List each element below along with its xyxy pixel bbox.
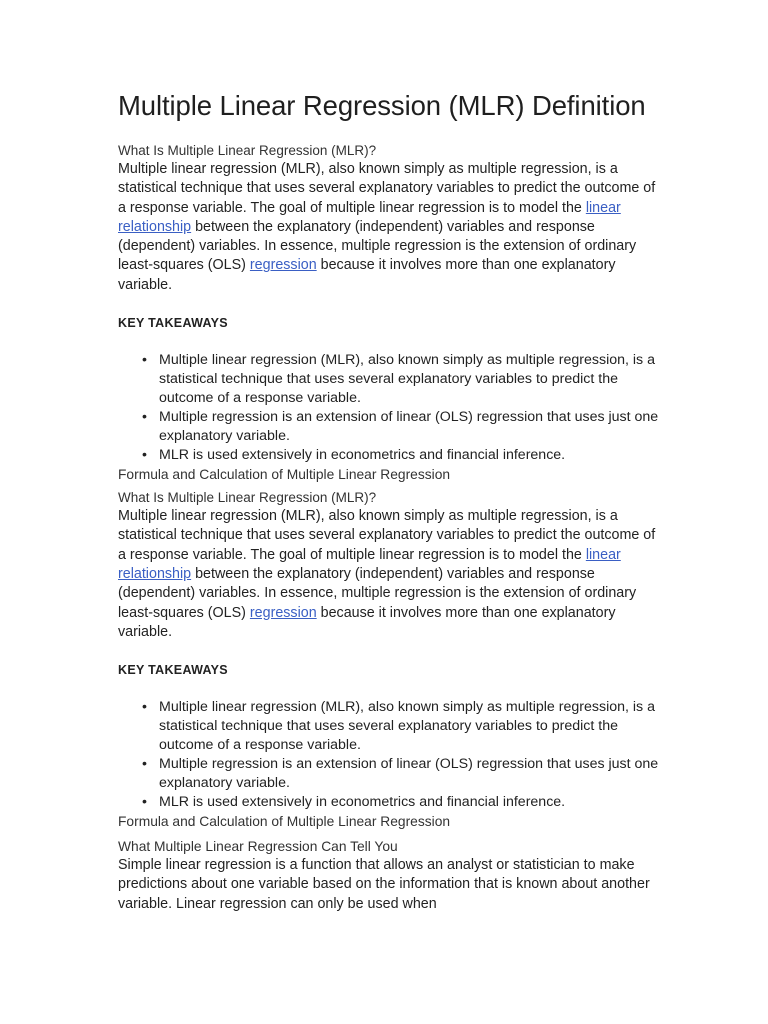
bullet-icon: • [142, 352, 147, 369]
paragraph-text: because it involves more than one explanatory variable. [118, 257, 616, 293]
list-item [142, 446, 663, 465]
section-question: What Is Multiple Linear Regression (MLR)? [118, 143, 377, 158]
list-item-text: Multiple linear regression (MLR), also known simply as multiple regression, is a statistical technique that uses several explanatory variables to predict the outcome of a response variable. [159, 699, 655, 754]
definition-paragraph [118, 160, 663, 295]
key-takeaways-list [118, 698, 663, 812]
bullet-icon: • [142, 794, 147, 811]
linear-relationship-link[interactable]: linear relationship [118, 546, 621, 582]
list-item-text: MLR is used extensively in econometrics and financial inference. [159, 447, 566, 464]
paragraph-text: because it involves more than one explanatory variable. [118, 604, 616, 640]
list-item-text: Multiple regression is an extension of linear (OLS) regression that uses just one explanatory variable. [159, 409, 659, 445]
key-takeaways-title: KEY TAKEAWAYS [118, 316, 228, 331]
linear-relationship-link[interactable]: linear relationship [118, 199, 621, 235]
bullet-icon: • [142, 699, 147, 716]
bullet-icon: • [142, 447, 147, 464]
paragraph-text: between the explanatory (independent) variables and response (dependent) variables. In essence, multiple regression is the extension of ordinary least-squares (OLS) [118, 218, 637, 274]
definition-paragraph [118, 507, 663, 642]
list-item-text: Multiple linear regression (MLR), also known simply as multiple regression, is a statistical technique that uses several explanatory variables to predict the outcome of a response variable. [159, 352, 655, 407]
section-question: What Is Multiple Linear Regression (MLR)? [118, 490, 377, 506]
list-item-text: MLR is used extensively in econometrics and financial inference. [159, 794, 566, 811]
page-title: Multiple Linear Regression (MLR) Definition [118, 90, 646, 121]
key-takeaways-title: KEY TAKEAWAYS [118, 663, 228, 678]
list-item [142, 755, 663, 793]
simple-regression-paragraph: Simple linear regression is a function that allows an analyst or statistician to make predictions about one variable based on the information that is known about another variable. Linear regression can only be used when [118, 857, 650, 912]
list-item-text: Multiple regression is an extension of linear (OLS) regression that uses just one explanatory variable. [159, 756, 659, 792]
regression-link[interactable]: regression [249, 257, 317, 274]
formula-heading: Formula and Calculation of Multiple Linear Regression [118, 467, 451, 483]
bullet-icon: • [142, 409, 147, 426]
list-item [142, 408, 663, 446]
list-item [142, 351, 663, 408]
list-item [142, 698, 663, 755]
paragraph-text: Multiple linear regression (MLR), also known simply as multiple regression, is a statistical technique that uses several explanatory variables to predict the outcome of a response variable. The goal of multiple linear regression is to model the [118, 161, 656, 216]
key-takeaways-list [118, 351, 663, 465]
formula-heading: Formula and Calculation of Multiple Linear Regression [118, 814, 451, 830]
paragraph-text: between the explanatory (independent) variables and response (dependent) variables. In essence, multiple regression is the extension of ordinary least-squares (OLS) [118, 565, 637, 621]
regression-link[interactable]: regression [249, 604, 317, 621]
list-item [142, 793, 663, 812]
paragraph-text: Multiple linear regression (MLR), also known simply as multiple regression, is a statistical technique that uses several explanatory variables to predict the outcome of a response variable. The goal of multiple linear regression is to model the [118, 508, 656, 563]
bullet-icon: • [142, 756, 147, 773]
document-content [118, 88, 663, 914]
what-mlr-can-tell-heading: What Multiple Linear Regression Can Tell You [118, 839, 398, 855]
